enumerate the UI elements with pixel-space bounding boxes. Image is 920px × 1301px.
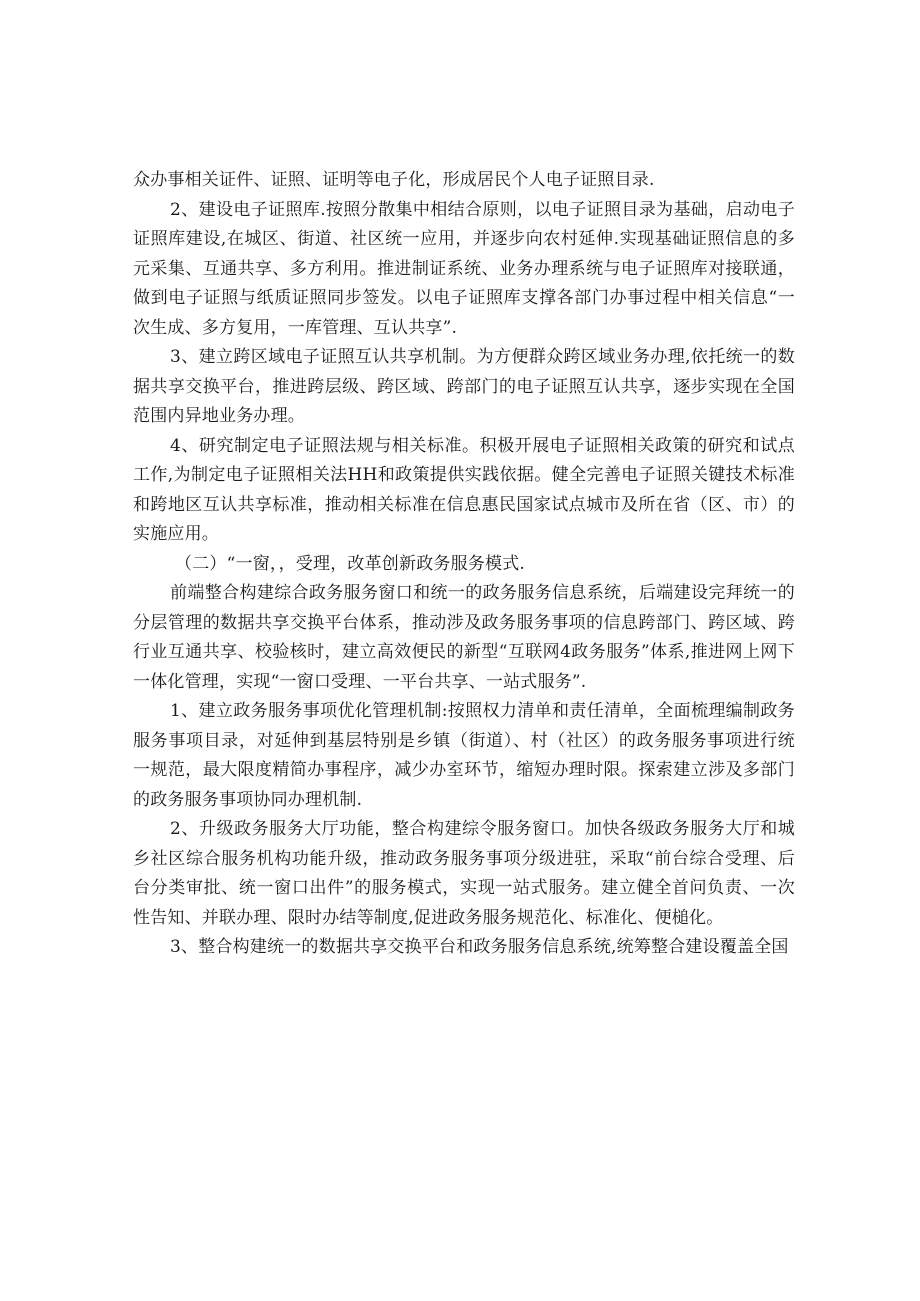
- paragraph-item-2-e-license-library: 2、建设电子证照库.按照分散集中相结合原则，以电子证照目录为基础，启动电子证照库建设,在城区、街道、社区统一应用，并逐步向农村延伸.实现基础证照信息的多元采集、互通共享、多方利用。推进制证系统、业务办理系统与电子证照库对接联通，做到电子证照与纸质证照同步签发。以电子证照库支撑各部门办事过程中相关信息“一次生成、多方复用，一库管理、互认共享”.: [133, 199, 795, 338]
- paragraph-item-2-service-hall: 2、升级政务服务大厅功能，整合构建综令服务窗口。加快各级政务服务大厅和城乡社区综合服务机构功能升级，推动政务服务事项分级进驻，采取“前台综合受理、后台分类审批、统一窗口出件”的服务模式，实现一站式服务。建立健全首问负责、一次性告知、并联办理、限时办结等制度,促进政务服务规范化、标准化、便槌化。: [133, 819, 795, 928]
- paragraph-item-3-cross-region-mechanism: 3、建立跨区域电子证照互认共享机制。为方便群众跨区域业务办理,依托统一的数据共享交换平台，推进跨层级、跨区域、跨部门的电子证照互认共享，逐步实现在全国范围内异地业务办理。: [133, 347, 795, 426]
- paragraph-item-3-data-platform: 3、整合构建统一的数据共享交换平台和政务服务信息系统,统筹整合建设覆盖全国: [170, 937, 789, 957]
- paragraph-section-intro: 前端整合构建综合政务服务窗口和统一的政务服务信息系统，后端建设完拜统一的分层管理的数据共享交换平台体系，推动涉及政务服务事项的信息跨部门、跨区域、跨行业互通共享、校验核时，建立高效便民的新型“互联网4政务服务”体系,推进网上网下一体化管理，实现“一窗口受理、一平台共享、一站式服务”.: [133, 583, 795, 692]
- document-body: [133, 166, 795, 963]
- section-heading-one-window: （二）“一窗，，受理，改革创新政务服务模式.: [175, 553, 525, 574]
- paragraph-item-1-service-management: 1、建立政务服务事项优化管理机制:按照权力清单和责任清单，全面梳理编制政务服务事项目录，对延伸到基层特别是乡镇（街道）、村（社区）的政务服务事项进行统一规范，最大限度精简办事程序，减少办室环节，缩短办理时限。探索建立涉及多部门的政务服务事项协同办理机制.: [133, 701, 795, 810]
- paragraph-continuation: 众办事相关证件、证照、证明等电子化，形成居民个人电子证照目录.: [133, 170, 655, 190]
- paragraph-item-4-regulations-standards: 4、研究制定电子证照法规与相关标准。积极开展电子证照相关政策的研究和试点工作,为制定电子证照相关法HH和政策提供实践依据。健全完善电子证照关键技术标准和跨地区互认共享标准，推动相关标准在信息惠民国家试点城市及所在省（区、市）的实施应用。: [133, 435, 795, 544]
